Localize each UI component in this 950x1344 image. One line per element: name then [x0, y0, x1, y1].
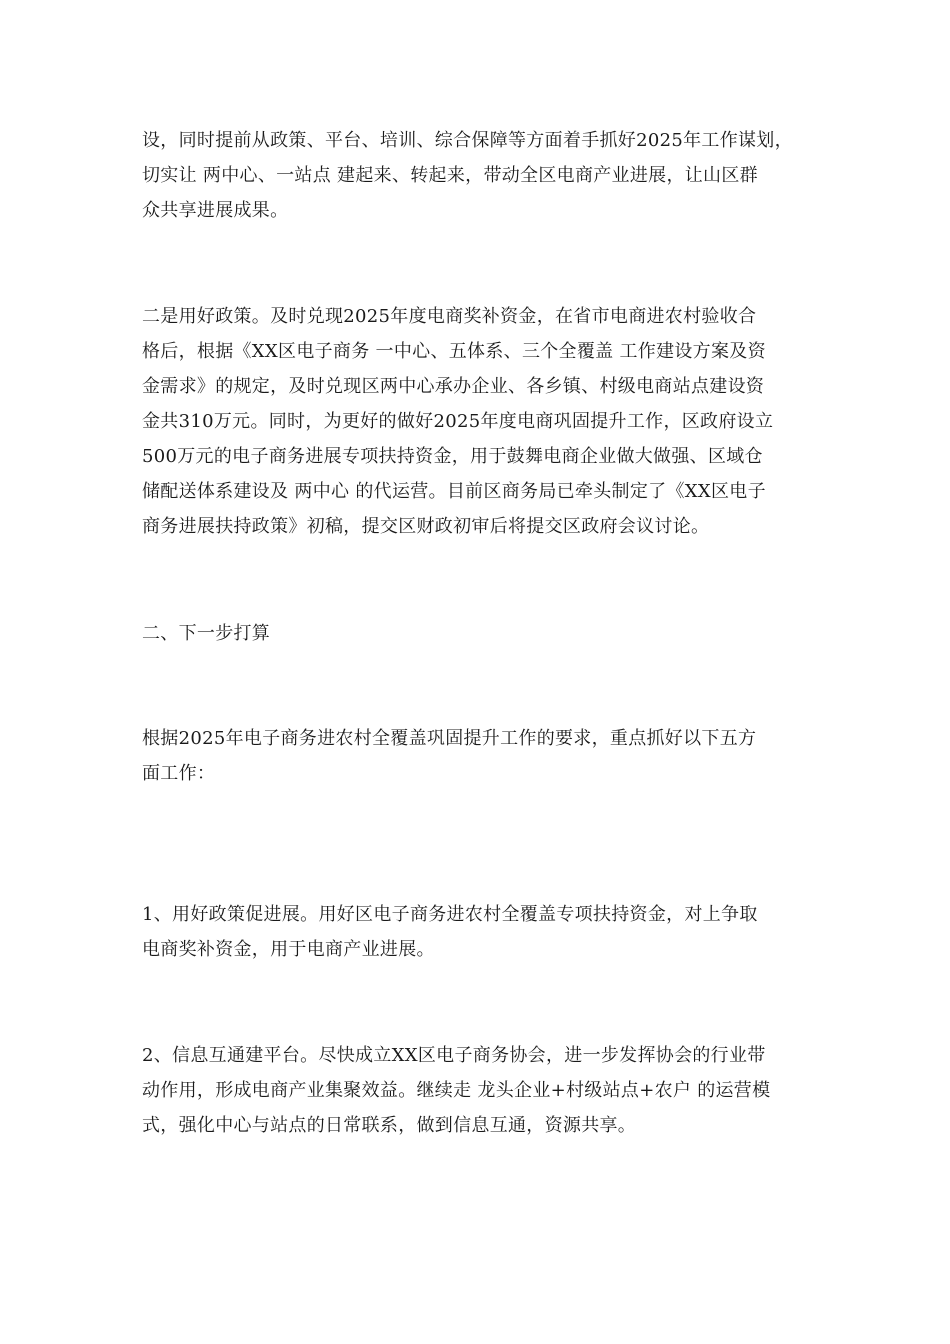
para3-line-2: 面工作：: [142, 763, 216, 784]
para2-line-2: 格后，根据《XX区电子商务 一中心、五体系、三个全覆盖 工作建设方案及资: [142, 341, 766, 362]
para2-line-5: 500万元的电子商务进展专项扶持资金，用于鼓舞电商企业做大做强、区域仓: [142, 446, 763, 467]
para5-line-2: 动作用，形成电商产业集聚效益。继续走 龙头企业+村级站点+农户 的运营模: [142, 1080, 771, 1101]
para2-line-6: 储配送体系建设及 两中心 的代运营。目前区商务局已牵头制定了《XX区电子: [142, 481, 766, 502]
para3-line-1: 根据2025年电子商务进农村全覆盖巩固提升工作的要求，重点抓好以下五方: [142, 728, 757, 749]
para5-line-3: 式，强化中心与站点的日常联系，做到信息互通，资源共享。: [142, 1115, 637, 1136]
para2-line-4: 金共310万元。同时，为更好的做好2025年度电商巩固提升工作，区政府设立: [142, 411, 774, 432]
para5-line-1: 2、信息互通建平台。尽快成立XX区电子商务协会，进一步发挥协会的行业带: [142, 1045, 766, 1066]
section-heading: 二、下一步打算: [142, 623, 271, 644]
para2-line-3: 金需求》的规定，及时兑现区两中心承办企业、各乡镇、村级电商站点建设资: [142, 376, 765, 397]
para1-line-2: 切实让 两中心、一站点 建起来、转起来，带动全区电商产业进展，让山区群: [142, 165, 758, 186]
para1-line-3: 众共享进展成果。: [142, 200, 289, 221]
para2-line-7: 商务进展扶持政策》初稿，提交区财政初审后将提交区政府会议讨论。: [142, 516, 710, 537]
para2-line-1: 二是用好政策。及时兑现2025年度电商奖补资金，在省市电商进农村验收合: [142, 306, 757, 327]
para4-line-1: 1、用好政策促进展。用好区电子商务进农村全覆盖专项扶持资金，对上争取: [142, 904, 758, 925]
para4-line-2: 电商奖补资金，用于电商产业进展。: [142, 939, 435, 960]
para1-line-1: 设，同时提前从政策、平台、培训、综合保障等方面着手抓好2025年工作谋划，: [142, 130, 793, 151]
